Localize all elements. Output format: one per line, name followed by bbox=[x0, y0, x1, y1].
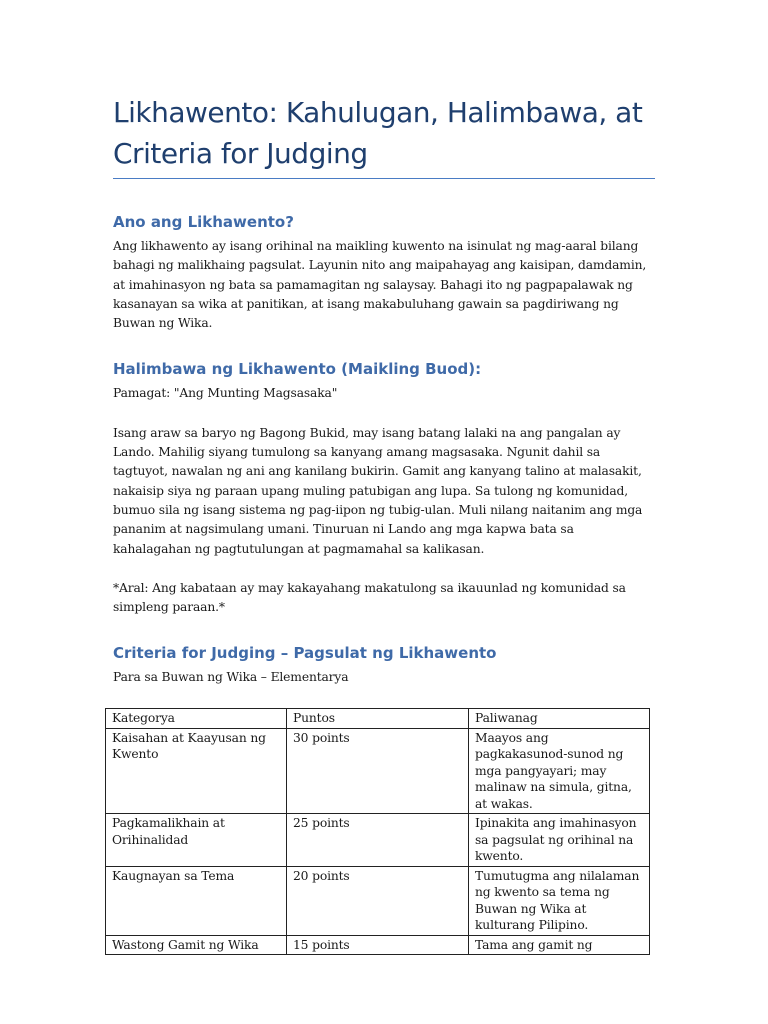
table-header-row bbox=[106, 709, 650, 729]
section-heading-definition: Ano ang Likhawento? bbox=[113, 213, 294, 231]
table-cell-category: Pagkamalikhain at Orihinalidad bbox=[106, 814, 287, 867]
table-row bbox=[106, 866, 650, 935]
table-cell-explanation: Maayos ang pagkakasunod-sunod ng mga pangyayari; may malinaw na simula, gitna, at wakas. bbox=[469, 728, 650, 814]
table-cell-points: 25 points bbox=[287, 814, 469, 867]
header-cell-puntos: Puntos bbox=[287, 709, 469, 729]
table-cell-explanation: Ipinakita ang imahinasyon sa pagsulat ng orihinal na kwento. bbox=[469, 814, 650, 867]
table-row bbox=[106, 935, 650, 955]
table-cell-points: 30 points bbox=[287, 728, 469, 814]
header-cell-paliwanag: Paliwanag bbox=[469, 709, 650, 729]
table-cell-explanation: Tama ang gamit ng bbox=[469, 935, 650, 955]
example-title-line: Pamagat: "Ang Munting Magsasaka" bbox=[113, 386, 338, 401]
table-cell-category: Wastong Gamit ng Wika bbox=[106, 935, 287, 955]
criteria-subtitle: Para sa Buwan ng Wika – Elementarya bbox=[113, 670, 349, 685]
document-page bbox=[113, 92, 655, 688]
table-cell-explanation: Tumutugma ang nilalaman ng kwento sa tema ng Buwan ng Wika at kulturang Pilipino. bbox=[469, 866, 650, 935]
section-heading-example: Halimbawa ng Likhawento (Maikling Buod): bbox=[113, 360, 482, 379]
example-story-paragraph: Isang araw sa baryo ng Bagong Bukid, may isang batang lalaki na ang pangalan ay Lando. Mahilig siyang tumulong sa kanyang amang magsasaka. Ngunit dahil sa tagtuyot, nawalan ng ani ang kanilang bukirin. Gamit ang kanyang talino at malasakit, nakaisip siya ng paraan upang muling patubigan ang lupa. Sa tulong ng komunidad, bumuo sila ng isang sistema ng pag-iipon ng tubig-ulan. Muli nilang naitanim ang mga pananim at nagsimulang umani. Tinuruan ni Lando ang mga kapwa bata sa kahalagahan ng pagtutulungan at pagmamahal sa kalikasan. bbox=[113, 425, 643, 556]
section-definition bbox=[113, 212, 655, 333]
table-row bbox=[106, 814, 650, 867]
table-cell-points: 15 points bbox=[287, 935, 469, 955]
section-heading-criteria: Criteria for Judging – Pagsulat ng Likhawento bbox=[113, 644, 497, 663]
table-cell-points: 20 points bbox=[287, 866, 469, 935]
title-divider bbox=[113, 178, 655, 179]
table-row bbox=[106, 728, 650, 814]
criteria-table bbox=[105, 708, 650, 955]
section-criteria bbox=[113, 643, 655, 687]
example-moral-paragraph: *Aral: Ang kabataan ay may kakayahang makatulong sa ikauunlad ng komunidad sa simpleng paraan.* bbox=[113, 580, 626, 615]
header-cell-kategorya: Kategorya bbox=[106, 709, 287, 729]
table-cell-category: Kaugnayan sa Tema bbox=[106, 866, 287, 935]
section-example bbox=[113, 359, 655, 617]
definition-paragraph: Ang likhawento ay isang orihinal na maikling kuwento na isinulat ng mag-aaral bilang bahagi ng malikhaing pagsulat. Layunin nito ang maipahayag ang kaisipan, damdamin, at imahinasyon ng bata sa pamamagitan ng salaysay. Bahagi ito ng pagpapalawak ng kasanayan sa wika at panitikan, at isang makabuluhang gawain sa pagdiriwang ng Buwan ng Wika. bbox=[113, 239, 647, 331]
table-cell-category: Kaisahan at Kaayusan ng Kwento bbox=[106, 728, 287, 814]
document-title: Likhawento: Kahulugan, Halimbawa, at Criteria for Judging bbox=[113, 96, 643, 170]
